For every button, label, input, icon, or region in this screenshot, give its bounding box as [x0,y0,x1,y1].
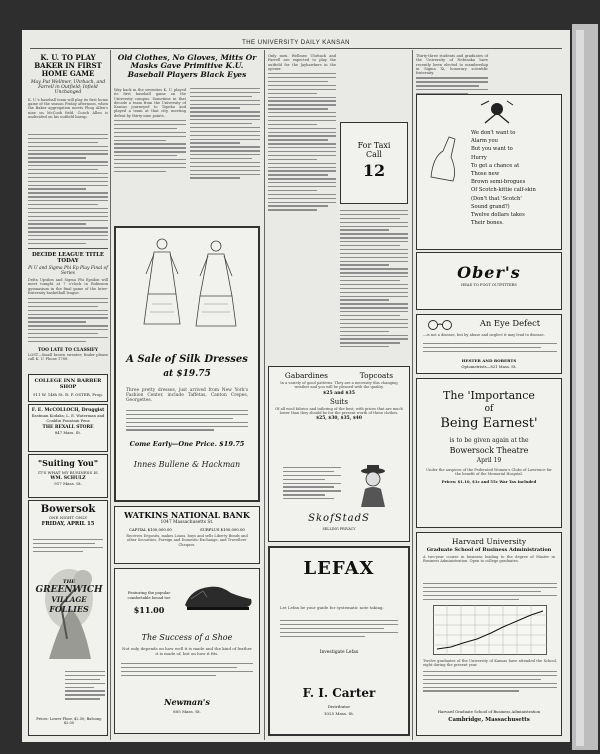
poem-line-2: Alarm you [471,138,498,145]
follies-ad [28,500,108,736]
obers-logo: Ober's [457,263,521,282]
play-under: Under the auspices of the Federated Women's Clubs of Lawrence for the benefit of the Memorial Hospital. [426,468,552,477]
suiting-addr: 917 Mass. St. [54,481,82,486]
tie-story [28,248,108,295]
shoe-text-lines [121,663,253,679]
show-line-1: THE [62,579,76,585]
theatre-sub: ONE NIGHT ONLY [48,515,88,520]
suiting-sub: IT'S WHAT MY BUSINESS IS [38,470,98,475]
eye-text-lines [423,343,557,355]
taxi-number: 12 [362,161,386,180]
baseball-story-lines-right [190,88,260,181]
theatre-title: Bowersok [40,504,96,515]
play-date: April 19 [476,457,502,464]
suiting-name: WM. SCHULZ [50,476,86,481]
lefax-text: Let Lefax be your guide for systematic note taking. [280,605,384,610]
gabardine-price: $25 and $35 [323,390,355,396]
eye-address: Optometrists—821 Mass. St. [461,364,517,369]
baker-story-lines [28,134,108,247]
column-2-story [114,54,260,79]
watkins-bank-ad [114,506,260,564]
follies-cast-lines [33,539,103,555]
play-title-of: of [484,404,494,414]
taxi-ad [340,122,408,204]
eye-firm: HESTER AND ROBERTS [461,358,517,363]
follies-detail-lines [65,671,105,702]
dresses-illustration [132,234,248,334]
shoe-price: $11.00 [133,605,165,615]
classified-title: TOO LATE TO CLASSIFY [38,348,98,353]
baseball-headline: Old Clothes, No Gloves, Mitts Or Masks Gave Primitive K.U. Baseball Players Black Eyes [117,53,257,79]
baseball-story-text: Way back in the seventies K. U. played its first baseball game on the University campus. Sometime in that decade a team from the University of Kansas journeyed to Topeka and played a team at that city, meeting defeat by thirty-nine points. [114,88,186,118]
silk-signature: Innes Bullene & Hackman [133,460,241,469]
druggist-name: F. E. McCOLLOCH, Druggist [31,408,105,413]
carter-sub: Distributor [327,704,351,709]
gabardine-text: In a variety of good patterns. They are a necessity this changing weather and you will be pleased with the quality. [280,381,398,390]
show-title [33,579,105,614]
poem-line-5: To get a chance at [471,162,520,169]
suiting-ad [28,454,108,498]
barber-text: 911 W. 14th St. R. P. OSTER, Prop. [32,392,104,397]
harvard-ad [416,532,562,736]
tie-headline: DECIDE LEAGUE TITLE TODAY [31,252,105,264]
silk-price: at $19.75 [163,369,211,379]
obers-logo-box [416,252,562,310]
show-line-3: VILLAGE [51,595,87,604]
man-in-hat-illustration [353,463,393,507]
silk-text-lines [126,410,248,433]
follies-dancer-illustration [31,559,105,669]
barber-title: COLLEGE INN BARBER SHOP [34,378,102,390]
theatre-prices: Prices: Lower Floor, $2.50; Balcony, $2.00 [36,717,102,725]
harvard-title: Harvard University [451,537,527,546]
binder-inner-edge [576,30,584,746]
baseball-story-lines-left [114,120,186,172]
poem-line-8: Of Scotch-kittie calf-skin [471,187,536,194]
tie-story-lines [28,298,108,345]
suits-text: Of all wool fabrics and tailoring of the best, with prices that are much lower than they should be for the present worth of these clothes. [275,406,403,415]
suits-prices: $25, $30, $35, $40 [316,416,362,422]
play-title-2: Being Earnest' [440,416,538,431]
classified [28,348,108,362]
poem [471,129,559,227]
shoe-store: Newman's [164,697,210,707]
eye-defect-ad [416,314,562,374]
poem-line-10: Sound grand?) [471,203,510,210]
silk-dress-ad [114,226,260,502]
bank-title: WATKINS NATIONAL BANK [124,510,250,520]
poem-line-4: Hurry [471,154,487,161]
taxi-line-1: For Taxi [357,141,391,150]
column-3-right-lines [340,210,408,350]
theatre-date: FRIDAY, APRIL 15 [41,521,95,527]
lefax-ad [268,546,410,736]
poem-line-11: Twelve dollars takes [471,212,525,219]
skofstad-logo: SkofStadS [308,513,370,524]
eye-text: —is not a disease, but by abuse and neglect it may lead to disease. [423,333,545,337]
harvard-text-2-lines [423,671,557,694]
column-1 [28,54,108,119]
column-rule-3 [412,50,413,740]
gabardine-title: Gabardines [284,371,328,380]
shoe-illustration [181,575,255,615]
eye-title: An Eye Defect [479,318,541,328]
silk-title: A Sale of Silk Dresses [126,354,248,365]
shoe-featuring: Featuring the popular comfortable broad toe [127,590,171,600]
suits-title: Suits [330,397,348,406]
shoe-address: 805 Mass. St. [173,709,201,714]
eyeglasses-icon [425,319,455,331]
obers-ad [416,94,562,250]
show-line-2: GREENWICH [35,585,103,595]
silk-text: Three pretty dresses, just arrived from New York's Fashion Center, include Taffetas, Canton Crepes, Georgettes. [126,388,248,404]
play-title-importance: 'Importance [467,389,535,402]
shoe-text: Not only depends on how well it is made and the kind of leather it is made of, but on how it fits. [122,646,252,656]
poem-line-1: We don't want to [471,130,516,136]
skofstad-ad [268,366,410,542]
poem-line-6: Those new [471,171,500,178]
coat-titles [269,371,409,380]
poem-line-12: Their bones. [471,220,504,227]
poem-line-3: But you want to [471,146,513,153]
obers-tagline: HEAD TO FOOT OUTFITTERS [461,283,517,287]
shoe-sketch-illustration [425,127,461,187]
column-3-lines [268,73,336,210]
newmans-shoe-ad [114,568,260,734]
druggist-ad [28,404,108,452]
skofstad-tagline: SELLING PRIVACY [322,527,356,531]
lefax-text-lines [280,620,398,639]
baker-headline: K. U. TO PLAY BAKER IN FIRST HOME GAME [34,53,102,78]
taxi-line-2: Call [365,150,382,159]
tie-story-text: Delta Upsilon and Sigma Phi Epsilon will meet tonight at 7 o'clock in Robinson gymnasium in the final game of the Inter-fraternity basketball league. [28,278,108,295]
baker-story: K. U.'s baseball team will play its first home game of the season Friday afternoon, when the Baker aggregation meets Phog Allen's nine on McCook field. Coach Allen is undecided on his outfield lineup. [28,97,108,119]
poem-line-9: (Don't that 'Scotch' [471,195,522,202]
play-given: is to be given again at the [449,437,529,444]
harvard-text-lines [423,583,557,602]
play-theatre: Bowersock Theatre [449,446,529,455]
play-title-1 [417,389,561,402]
column-4-story-text: Thirty-three students and graduates of the University of Nebraska have recently been elected to membership in Sigma Xi, honorary scientific fraternity. [416,54,488,76]
rexall-addr: 847 Mass. St. [54,430,82,436]
play-prices: Prices: $1.10, $1c and 55c War Tax Included [441,478,537,484]
baker-subhead: May Put Wellmer, Uhrbach, and Farrell in Outfield; Infield Unchanged [30,80,106,96]
show-line-4: FOLLIES [49,604,89,614]
enrollment-graph-illustration [433,605,547,655]
column-3-story-text: Only men. Wellmer, Uhrbach and Farrell are expected to play the outfield for the Jayhawkers in the opener. [268,54,336,71]
column-rule-2 [264,50,265,740]
cartoon-figure-illustration [477,99,517,125]
newspaper-page [22,30,570,742]
druggist-text: Eastman Kodaks; L. E. Waterman and Conklin Fountain Pens [31,413,105,423]
masthead: THE UNIVERSITY DAILY KANSAN [242,40,350,46]
bank-address: 1047 Massachusetts St. [160,520,214,525]
bank-surplus: SURPLUS $100,000.00 [200,527,245,532]
baseball-story-left [114,88,186,175]
harvard-footer-2: Cambridge, Massachusetts [448,717,530,723]
column-rule-1 [110,50,111,740]
column-3-story [268,54,336,213]
silk-come-early: Come Early—One Price. $19.75 [129,440,245,448]
importance-earnest-ad [416,378,562,528]
harvard-footer-1: Harvard Graduate School of Business Administration [437,709,541,714]
masthead-rule [30,48,562,49]
carter-name: F. I. Carter [302,686,376,700]
harvard-subtitle: Graduate School of Business Administration [426,547,552,553]
classified-text: LOST—Small brown sweater; finder please call K. U. Phone 1788. [28,353,108,362]
rexall-name: THE REXALL STORE [42,425,94,431]
topcoat-title: Topcoats [359,371,394,380]
harvard-text: A two-year course in business leading to the degree of Master in Business Administration. Open to college graduates. [423,555,555,564]
barber-ad [28,374,108,402]
tie-subhead: Pi U and Sigma Phi Ep Play Final of Series [28,266,108,276]
play-title-the: The [443,389,464,402]
carter-addr: 1025 Mass. St. [323,711,355,716]
shoe-title: The Success of a Shoe [141,633,233,642]
suiting-title: "Suiting You" [37,458,99,468]
skofstad-quote-lines [283,467,341,502]
bank-text: Receives Deposits, makes Loans, buys and sells Liberty Bonds and other Securities, Foreign and Domestic Exchange, and Travellers' Cheques. [126,534,248,547]
poem-line-7: Brown semi-brogues [471,179,526,186]
bank-capital: CAPITAL $100,000.00 [129,527,172,532]
lefax-investigate: Investigate Lefax [319,650,359,655]
harvard-text-2: Twelve graduates of the University of Kansas have attended the School, eight during the present year. [423,659,557,668]
lefax-title: LEFAX [303,558,375,579]
